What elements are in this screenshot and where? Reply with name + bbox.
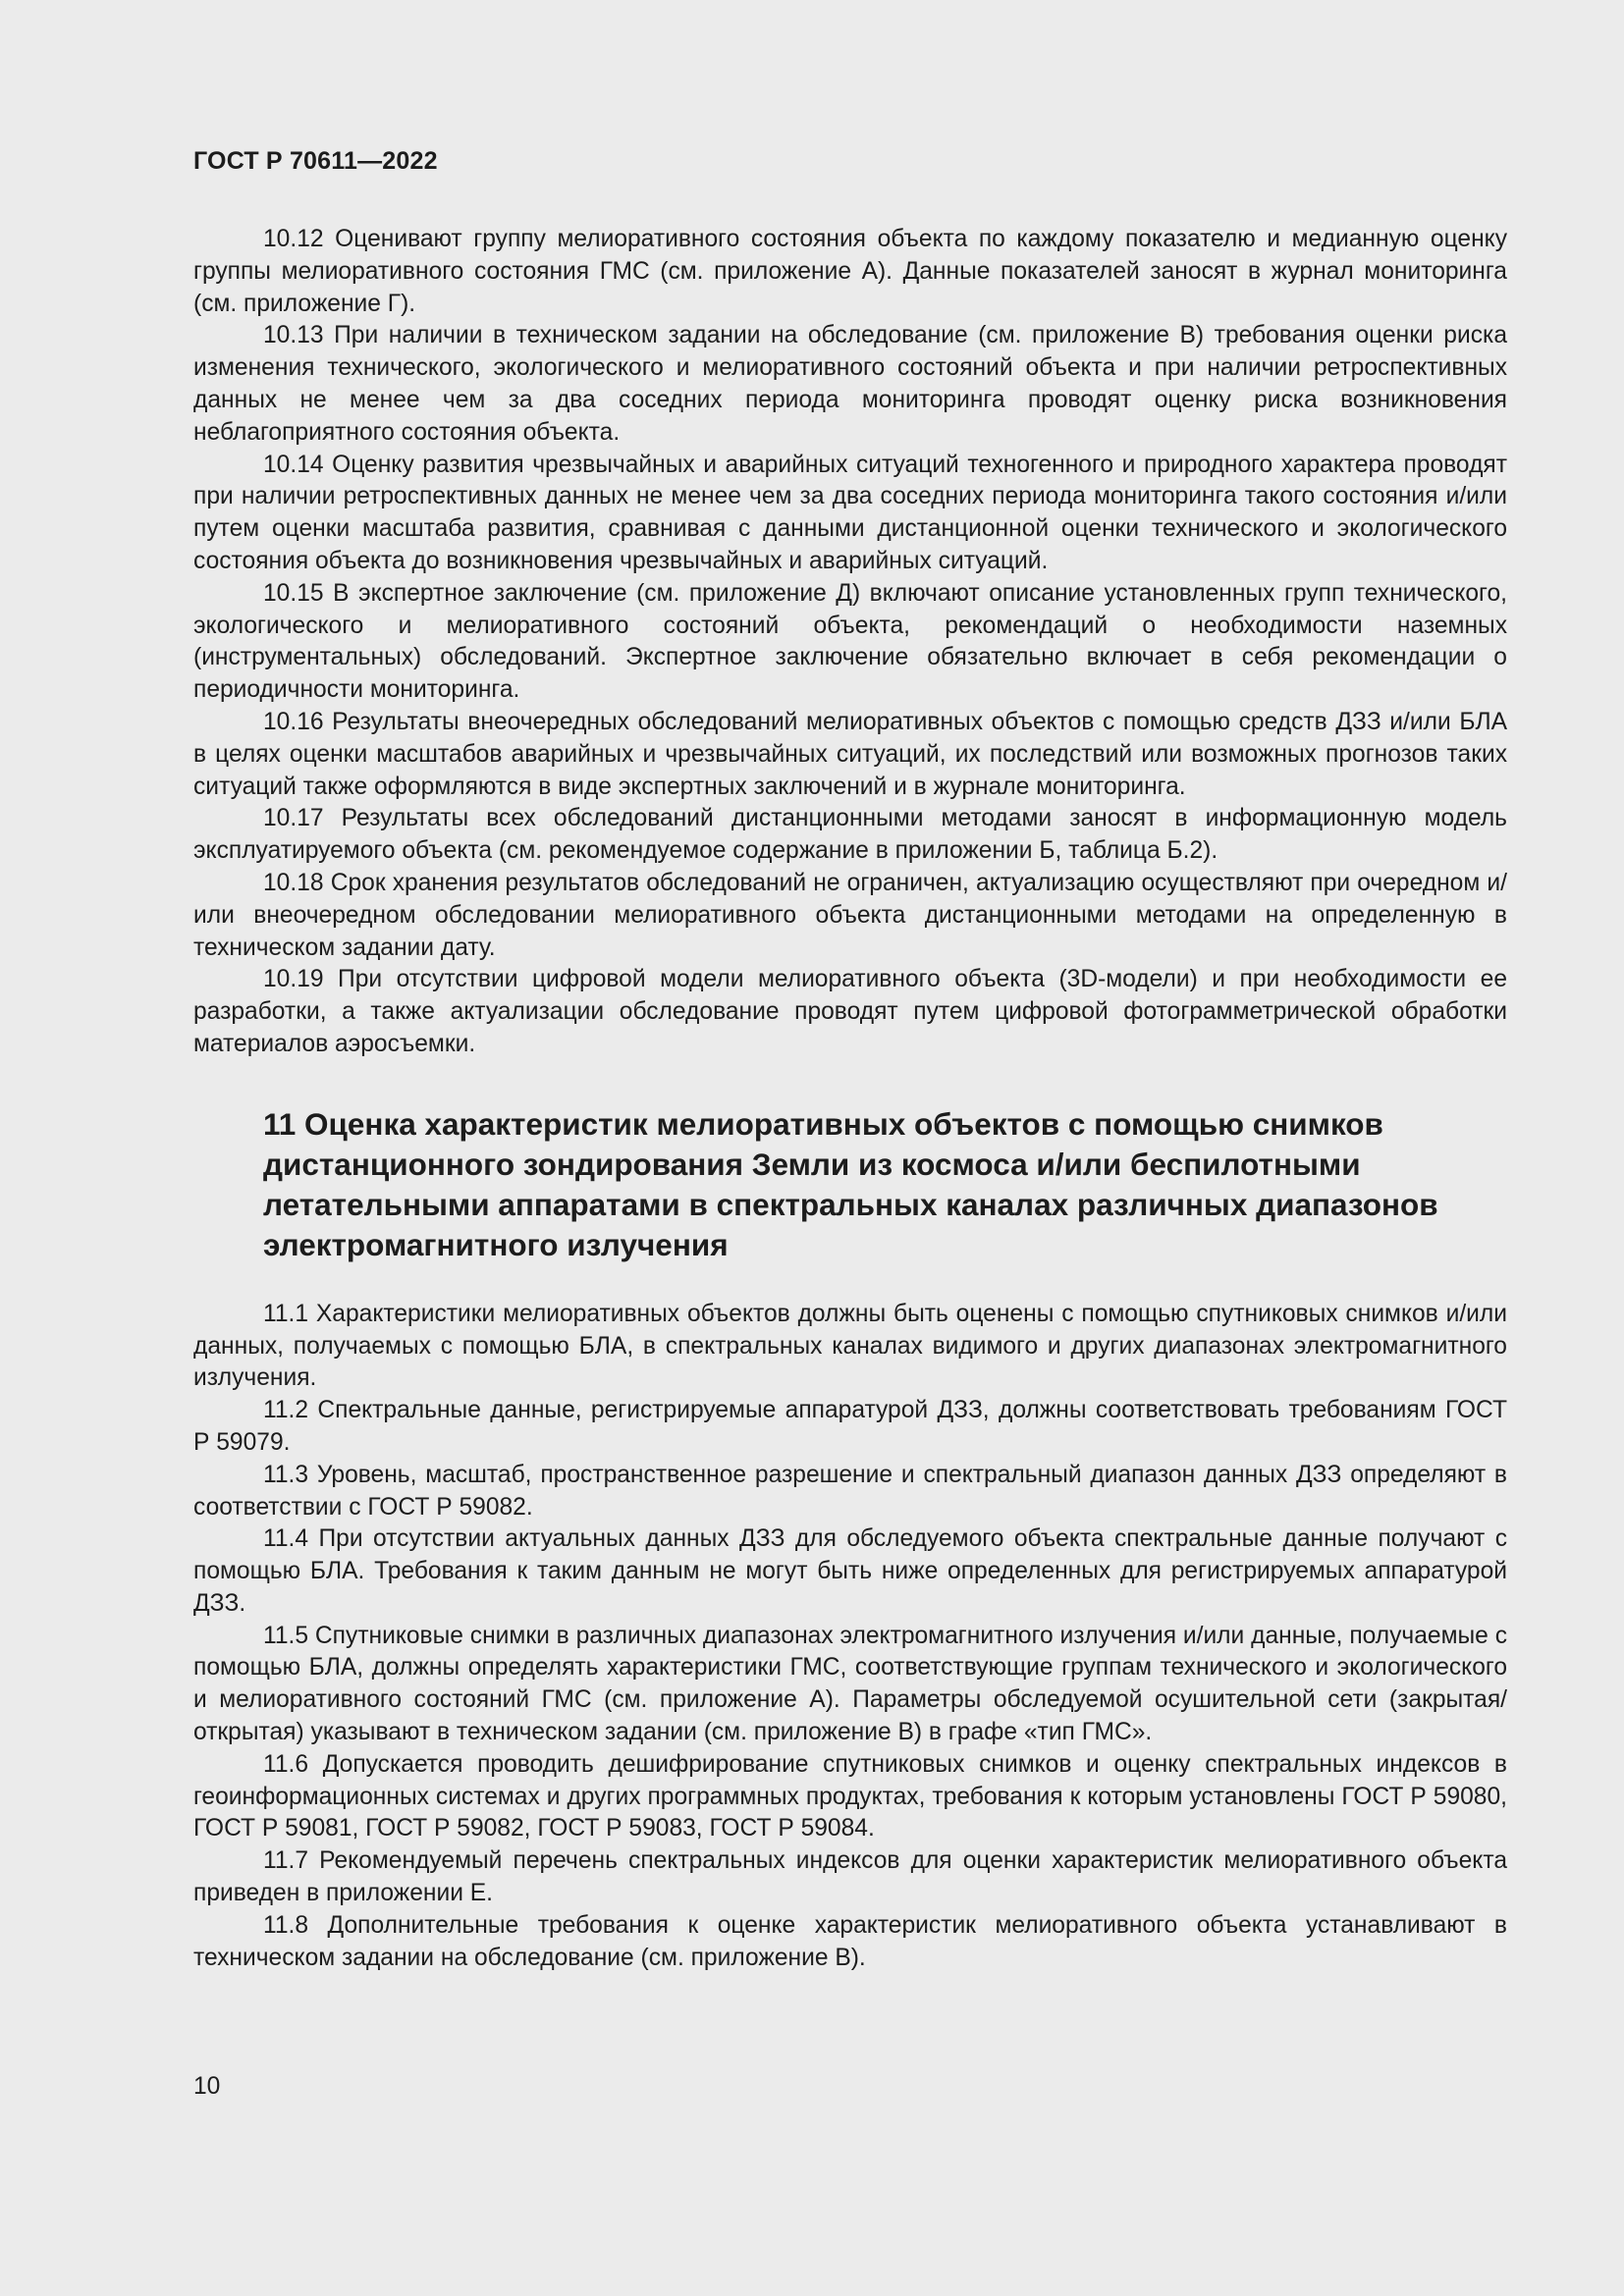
paragraph-11-3: 11.3 Уровень, масштаб, пространственное разрешение и спектральный диапазон данных ДЗЗ определяют в соответствии с ГОСТ Р 59082.	[193, 1461, 1507, 1521]
section-11-heading: 11 Оценка характеристик мелиоративных объектов с помощью снимков дистанционного зондирования Земли из космоса и/или беспилотными летательными аппаратами в спектральных каналах различных диапазонов электромагнитного излучения	[263, 1105, 1438, 1262]
paragraph-10-13: 10.13 При наличии в техническом задании на обследование (см. приложение В) требования оценки риска изменения технического, экологического и мелиоративного состояний объекта и при наличии ретроспективных данных не менее чем за два соседних периода мониторинга проводят оценку риска возникновения неблагоприятного состояния объекта.	[193, 322, 1507, 446]
paragraph-10-19: 10.19 При отсутствии цифровой модели мелиоративного объекта (3D-модели) и при необходимости ее разработки, а также актуализации обследование проводят путем цифровой фотограмметрической обработки материалов аэросъемки.	[193, 966, 1507, 1057]
paragraph-11-8: 11.8 Дополнительные требования к оценке характеристик мелиоративного объекта устанавливают в техническом задании на обследование (см. приложение В).	[193, 1911, 1507, 1971]
paragraph-11-2: 11.2 Спектральные данные, регистрируемые аппаратурой ДЗЗ, должны соответствовать требованиям ГОСТ Р 59079.	[193, 1397, 1507, 1456]
page-content	[193, 224, 1507, 1974]
paragraph-10-15: 10.15 В экспертное заключение (см. приложение Д) включают описание установленных групп технического, экологического и мелиоративного состояний объекта, рекомендаций о необходимости наземных (инструментальных) обследований. Экспертное заключение обязательно включает в себя рекомендации о периодичности мониторинга.	[193, 579, 1507, 704]
standard-header: ГОСТ Р 70611—2022	[193, 147, 438, 175]
paragraph-11-5: 11.5 Спутниковые снимки в различных диапазонах электромагнитного излучения и/или данные, получаемые с помощью БЛА, должны определять характеристики ГМС, соответствующие группам технического и экологического и мелиоративного состояний ГМС (см. приложение А). Параметры обследуемой осушительной сети (закрытая/открытая) указывают в техническом задании (см. приложение В) в графе «тип ГМС».	[193, 1622, 1507, 1746]
paragraph-10-14: 10.14 Оценку развития чрезвычайных и аварийных ситуаций техногенного и природного характера проводят при наличии ретроспективных данных не менее чем за два соседних периода мониторинга такого состояния и/или путем оценки масштаба развития, сравнивая с данными дистанционной оценки технического и экологического состояния объекта до возникновения чрезвычайных и аварийных ситуаций.	[193, 451, 1507, 574]
paragraph-10-17: 10.17 Результаты всех обследований дистанционными методами заносят в информационную модель эксплуатируемого объекта (см. рекомендуемое содержание в приложении Б, таблица Б.2).	[193, 805, 1507, 865]
paragraph-10-12: 10.12 Оценивают группу мелиоративного состояния объекта по каждому показателю и медианную оценку группы мелиоративного состояния ГМС (см. приложение А). Данные показателей заносят в журнал мониторинга (см. приложение Г).	[193, 226, 1507, 317]
paragraph-10-18: 10.18 Срок хранения результатов обследований не ограничен, актуализацию осуществляют при очередном и/или внеочередном обследовании мелиоративного объекта дистанционными методами на определенную в техническом задании дату.	[193, 869, 1507, 961]
paragraph-11-6: 11.6 Допускается проводить дешифрирование спутниковых снимков и оценку спектральных индексов в геоинформационных системах и других программных продуктах, требования к которым установлены ГОСТ Р 59080, ГОСТ Р 59081, ГОСТ Р 59082, ГОСТ Р 59083, ГОСТ Р 59084.	[193, 1750, 1507, 1842]
paragraph-10-16: 10.16 Результаты внеочередных обследований мелиоративных объектов с помощью средств ДЗЗ и/или БЛА в целях оценки масштабов аварийных и чрезвычайных ситуаций, их последствий или возможных прогнозов таких ситуаций также оформляются в виде экспертных заключений и в журнале мониторинга.	[193, 708, 1507, 800]
paragraph-11-1: 11.1 Характеристики мелиоративных объектов должны быть оценены с помощью спутниковых снимков и/или данных, получаемых с помощью БЛА, в спектральных каналах видимого и других диапазонах электромагнитного излучения.	[193, 1300, 1507, 1392]
paragraph-11-7: 11.7 Рекомендуемый перечень спектральных индексов для оценки характеристик мелиоративного объекта приведен в приложении Е.	[193, 1847, 1507, 1907]
page-number: 10	[193, 2073, 221, 2100]
paragraph-11-4: 11.4 При отсутствии актуальных данных ДЗЗ для обследуемого объекта спектральные данные получают с помощью БЛА. Требования к таким данным не могут быть ниже определенных для регистрируемых аппаратурой ДЗЗ.	[193, 1525, 1507, 1617]
